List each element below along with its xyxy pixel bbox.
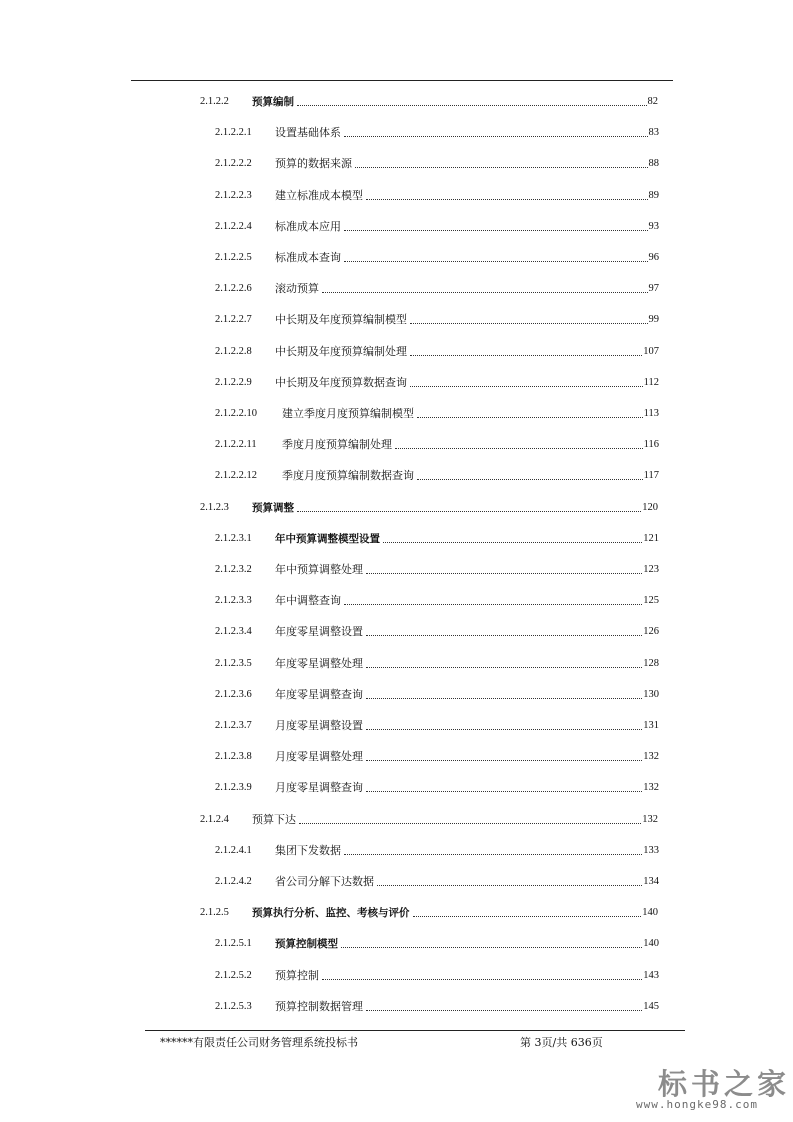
- toc-leader-dots: [344, 227, 648, 231]
- toc-entry[interactable]: [215, 311, 659, 327]
- toc-leader-dots: [344, 133, 648, 137]
- toc-leader-dots: [366, 664, 642, 668]
- footer-rule: [145, 1030, 685, 1031]
- toc-entry-number: 2.1.2.3.8: [215, 751, 252, 762]
- toc-entry-page: 99: [648, 314, 659, 325]
- toc-entry-number: 2.1.2.2.1: [215, 127, 252, 138]
- toc-entry-number: 2.1.2.3.7: [215, 720, 252, 731]
- toc-entry-page: 97: [648, 283, 659, 294]
- header-rule: [131, 80, 673, 81]
- toc-entry-page: 134: [643, 876, 659, 887]
- toc-entry-number: 2.1.2.2.10: [215, 408, 257, 419]
- toc-leader-dots: [366, 757, 642, 761]
- toc-entry[interactable]: [215, 748, 659, 764]
- toc-entry-number: 2.1.2.5.1: [215, 938, 252, 949]
- toc-entry-title: 年度零星调整设置: [275, 625, 363, 638]
- toc-entry-title: 建立季度月度预算编制模型: [282, 407, 414, 420]
- toc-entry-number: 2.1.2.5.2: [215, 970, 252, 981]
- toc-entry[interactable]: [215, 155, 659, 171]
- toc-entry-number: 2.1.2.2.11: [215, 439, 257, 450]
- toc-entry-page: 96: [648, 252, 659, 263]
- toc-entry-title: 预算执行分析、监控、考核与评价: [252, 907, 410, 919]
- watermark-url: www.hongke98.com: [636, 1098, 758, 1111]
- toc-entry-page: 145: [643, 1001, 659, 1012]
- toc-entry[interactable]: [215, 405, 659, 421]
- toc-entry-number: 2.1.2.2.7: [215, 314, 252, 325]
- toc-entry-number: 2.1.2.5: [200, 907, 229, 918]
- toc-entry-number: 2.1.2.3.1: [215, 533, 252, 544]
- toc-entry-page: 112: [643, 377, 659, 388]
- toc-leader-dots: [410, 352, 642, 356]
- toc-leader-dots: [322, 289, 648, 293]
- toc-entry-page: 89: [648, 190, 659, 201]
- toc-entry-number: 2.1.2.2.12: [215, 470, 257, 481]
- toc-entry-title: 预算控制数据管理: [275, 1000, 363, 1013]
- toc-entry-title: 年度零星调整查询: [275, 688, 363, 701]
- toc-entry-number: 2.1.2.3: [200, 502, 229, 513]
- toc-entry-page: 131: [643, 720, 659, 731]
- toc-leader-dots: [322, 976, 642, 980]
- toc-entry-page: 143: [643, 970, 659, 981]
- toc-entry[interactable]: [215, 935, 659, 951]
- toc-entry-page: 140: [643, 938, 659, 949]
- toc-entry-title: 预算控制模型: [275, 938, 338, 950]
- toc-leader-dots: [355, 164, 648, 168]
- footer-page-number: 第 3页/共 636页: [520, 1036, 603, 1049]
- toc-entry[interactable]: [200, 93, 658, 109]
- toc-entry-number: 2.1.2.2.6: [215, 283, 252, 294]
- toc-entry[interactable]: [215, 249, 659, 265]
- toc-entry[interactable]: [215, 592, 659, 608]
- toc-entry-number: 2.1.2.2.3: [215, 190, 252, 201]
- toc-entry-number: 2.1.2.4: [200, 814, 229, 825]
- toc-entry-number: 2.1.2.2.2: [215, 158, 252, 169]
- toc-entry[interactable]: [215, 530, 659, 546]
- toc-entry[interactable]: [215, 842, 659, 858]
- toc-entry-number: 2.1.2.2.8: [215, 346, 252, 357]
- toc-entry-page: 128: [643, 658, 659, 669]
- toc-entry[interactable]: [215, 436, 659, 452]
- toc-entry[interactable]: [200, 904, 658, 920]
- toc-entry[interactable]: [215, 124, 659, 140]
- toc-leader-dots: [366, 632, 642, 636]
- toc-entry-number: 2.1.2.4.2: [215, 876, 252, 887]
- toc-leader-dots: [366, 196, 648, 200]
- toc-leader-dots: [366, 1007, 642, 1011]
- toc-entry[interactable]: [200, 499, 658, 515]
- toc-entry-number: 2.1.2.3.4: [215, 626, 252, 637]
- toc-entry-page: 107: [643, 346, 659, 357]
- toc-entry-page: 123: [643, 564, 659, 575]
- watermark-logo: [636, 1062, 791, 1114]
- toc-entry-title: 月度零星调整处理: [275, 750, 363, 763]
- toc-entry[interactable]: [215, 623, 659, 639]
- toc-leader-dots: [410, 383, 643, 387]
- toc-entry-title: 中长期及年度预算数据查询: [275, 376, 407, 389]
- toc-entry-page: 117: [643, 470, 659, 481]
- toc-leader-dots: [417, 476, 643, 480]
- watermark-title: 标书之家: [658, 1067, 791, 1101]
- toc-entry-title: 设置基础体系: [275, 126, 341, 139]
- toc-entry-title: 滚动预算: [275, 282, 319, 295]
- toc-entry-title: 年中预算调整模型设置: [275, 533, 380, 545]
- toc-entry-title: 标准成本查询: [275, 251, 341, 264]
- toc-leader-dots: [377, 882, 642, 886]
- toc-entry-title: 年中调整查询: [275, 594, 341, 607]
- toc-entry-title: 季度月度预算编制数据查询: [282, 469, 414, 482]
- toc-entry-page: 140: [642, 907, 658, 918]
- toc-entry-title: 建立标准成本模型: [275, 189, 363, 202]
- toc-entry[interactable]: [215, 998, 659, 1014]
- toc-entry-number: 2.1.2.5.3: [215, 1001, 252, 1012]
- footer-document-title: ******有限责任公司财务管理系统投标书: [160, 1036, 358, 1049]
- toc-entry-title: 月度零星调整查询: [275, 781, 363, 794]
- toc-leader-dots: [344, 851, 642, 855]
- toc-leader-dots: [341, 944, 642, 948]
- toc-entry-page: 132: [643, 782, 659, 793]
- toc-entry-title: 月度零星调整设置: [275, 719, 363, 732]
- toc-entry[interactable]: [215, 218, 659, 234]
- toc-entry-number: 2.1.2.3.9: [215, 782, 252, 793]
- toc-entry-number: 2.1.2.3.6: [215, 689, 252, 700]
- toc-entry-page: 132: [642, 814, 658, 825]
- toc-leader-dots: [344, 601, 642, 605]
- toc-entry-title: 年中预算调整处理: [275, 563, 363, 576]
- toc-entry-page: 88: [648, 158, 659, 169]
- toc-entry-title: 预算调整: [252, 502, 294, 514]
- toc-leader-dots: [413, 913, 642, 917]
- toc-entry[interactable]: [215, 187, 659, 203]
- toc-entry-page: 113: [643, 408, 659, 419]
- toc-entry[interactable]: [215, 717, 659, 733]
- toc-leader-dots: [297, 102, 647, 106]
- toc-leader-dots: [383, 539, 642, 543]
- toc-leader-dots: [366, 570, 642, 574]
- toc-entry-page: 133: [643, 845, 659, 856]
- toc-entry-page: 120: [642, 502, 658, 513]
- toc-leader-dots: [366, 788, 642, 792]
- toc-leader-dots: [366, 695, 642, 699]
- toc-entry[interactable]: [215, 873, 659, 889]
- toc-entry[interactable]: [215, 280, 659, 296]
- toc-leader-dots: [417, 414, 643, 418]
- toc-entry-number: 2.1.2.3.3: [215, 595, 252, 606]
- toc-entry-number: 2.1.2.4.1: [215, 845, 252, 856]
- toc-entry[interactable]: [215, 374, 659, 390]
- toc-entry[interactable]: [200, 811, 658, 827]
- toc-entry-title: 集团下发数据: [275, 844, 341, 857]
- toc-leader-dots: [299, 820, 641, 824]
- toc-entry-title: 标准成本应用: [275, 220, 341, 233]
- toc-entry-title: 预算的数据来源: [275, 157, 352, 170]
- toc-entry-page: 125: [643, 595, 659, 606]
- toc-entry-number: 2.1.2.2: [200, 96, 229, 107]
- toc-entry[interactable]: [215, 561, 659, 577]
- toc-entry-number: 2.1.2.2.5: [215, 252, 252, 263]
- toc-entry-title: 年度零星调整处理: [275, 657, 363, 670]
- toc-entry[interactable]: [215, 655, 659, 671]
- toc-entry[interactable]: [215, 467, 659, 483]
- toc-entry[interactable]: [215, 967, 659, 983]
- toc-entry-number: 2.1.2.2.9: [215, 377, 252, 388]
- toc-entry-number: 2.1.2.3.2: [215, 564, 252, 575]
- toc-leader-dots: [366, 726, 642, 730]
- toc-entry-number: 2.1.2.2.4: [215, 221, 252, 232]
- toc-entry[interactable]: [215, 779, 659, 795]
- toc-entry-page: 93: [648, 221, 659, 232]
- toc-leader-dots: [410, 320, 648, 324]
- toc-entry-title: 季度月度预算编制处理: [282, 438, 392, 451]
- toc-entry[interactable]: [215, 343, 659, 359]
- toc-entry-page: 82: [647, 96, 658, 107]
- toc-entry-page: 126: [643, 626, 659, 637]
- toc-entry-title: 中长期及年度预算编制模型: [275, 313, 407, 326]
- toc-entry-title: 省公司分解下达数据: [275, 875, 374, 888]
- toc-entry-page: 83: [648, 127, 659, 138]
- toc-entry-number: 2.1.2.3.5: [215, 658, 252, 669]
- toc-entry-page: 121: [643, 533, 659, 544]
- toc-leader-dots: [344, 258, 648, 262]
- toc-entry-page: 116: [643, 439, 659, 450]
- toc-entry-title: 中长期及年度预算编制处理: [275, 345, 407, 358]
- toc-entry-title: 预算控制: [275, 969, 319, 982]
- toc-entry-title: 预算下达: [252, 813, 296, 826]
- toc-entry[interactable]: [215, 686, 659, 702]
- toc-entry-page: 130: [643, 689, 659, 700]
- toc-entry-page: 132: [643, 751, 659, 762]
- toc-leader-dots: [395, 445, 643, 449]
- toc-leader-dots: [297, 508, 641, 512]
- toc-entry-title: 预算编制: [252, 96, 294, 108]
